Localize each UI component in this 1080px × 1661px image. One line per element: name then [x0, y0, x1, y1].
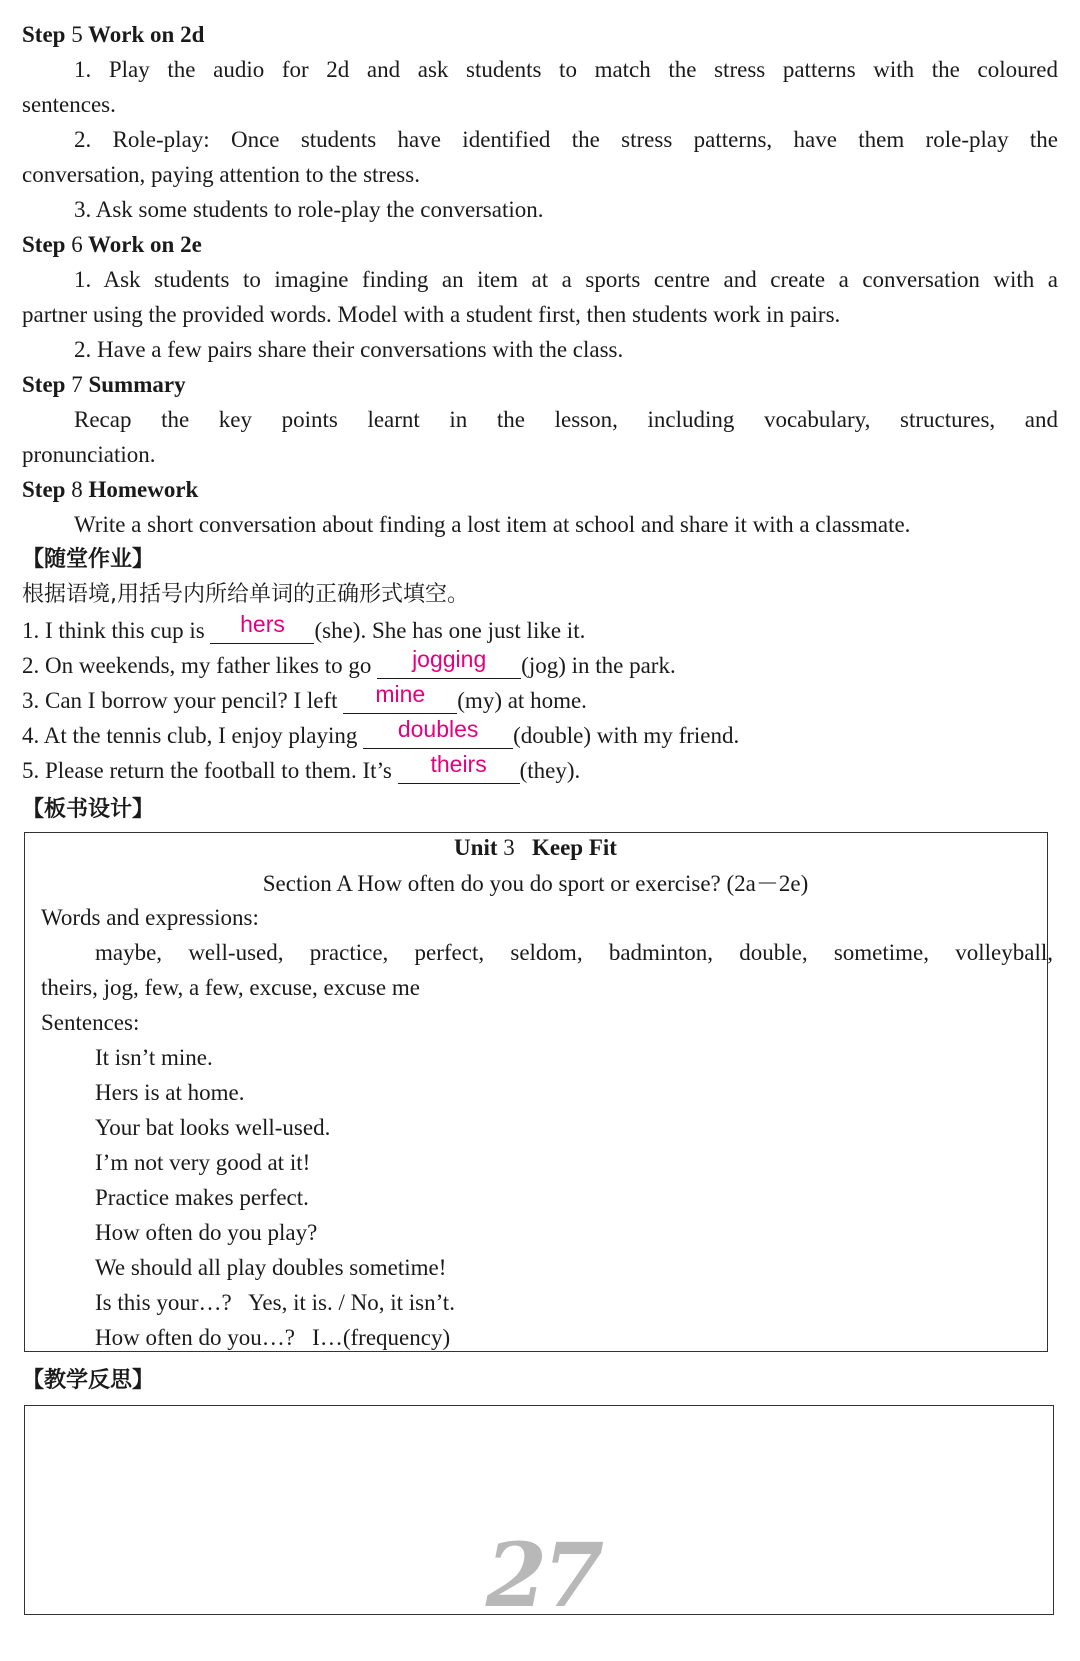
homework-heading: 【随堂作业】	[22, 547, 155, 572]
board-sentence-9: How often do you…? I…(frequency)	[95, 1325, 451, 1350]
step-8-heading: Step 8 Homework	[22, 477, 199, 502]
board-sentence-5: Practice makes perfect.	[95, 1185, 309, 1210]
answer-blank-2	[377, 646, 521, 679]
answer-5: theirs	[430, 751, 487, 777]
step-6-line-2: partner using the provided words. Model with a student first, then students work in pairs.	[22, 302, 841, 327]
board-sentence-6: How often do you play?	[95, 1220, 318, 1245]
board-sentence-8: Is this your…? Yes, it is. / No, it isn’t.	[95, 1290, 455, 1315]
homework-item-4: 4. At the tennis club, I enjoy playing doubles (double) with my friend.	[22, 716, 740, 748]
answer-blank-3	[343, 681, 457, 714]
step-7-line-1: Recap the key points learnt in the lesson, including vocabulary, structures, and	[74, 407, 1058, 432]
homework-item-3: 3. Can I borrow your pencil? I left mine (my) at home.	[22, 681, 587, 713]
board-words-line-2: theirs, jog, few, a few, excuse, excuse me	[41, 975, 420, 1000]
answer-blank-1	[210, 611, 314, 644]
step-6-line-3: 2. Have a few pairs share their conversations with the class.	[74, 337, 624, 362]
answer-4: doubles	[397, 716, 479, 742]
step-7-heading: Step 7 Summary	[22, 372, 186, 397]
step-5-line-3: 2. Role-play: Once students have identified the stress patterns, have them role-play the	[74, 127, 1058, 152]
homework-item-1: 1. I think this cup is hers (she). She has one just like it.	[22, 611, 586, 643]
step-6-heading: Step 6 Work on 2e	[22, 232, 202, 257]
board-heading: 【板书设计】	[22, 797, 155, 822]
step-5-line-4: conversation, paying attention to the stress.	[22, 162, 420, 187]
board-sentence-2: Hers is at home.	[95, 1080, 245, 1105]
step-5-line-1: 1. Play the audio for 2d and ask students to match the stress patterns with the coloured	[74, 57, 1058, 82]
board-sentence-1: It isn’t mine.	[95, 1045, 213, 1070]
board-sentence-3: Your bat looks well-used.	[95, 1115, 331, 1140]
homework-instruction: 根据语境,用括号内所给单词的正确形式填空。	[22, 582, 469, 607]
page-number: 27	[485, 1523, 601, 1627]
step-8-line-1: Write a short conversation about finding a lost item at school and share it with a classmate.	[74, 512, 911, 537]
board-unit-title: Unit 3 Keep Fit	[454, 835, 617, 860]
answer-1: hers	[240, 611, 285, 637]
answer-blank-5	[398, 751, 520, 784]
board-words-label: Words and expressions:	[41, 905, 259, 930]
step-5-line-5: 3. Ask some students to role-play the conversation.	[74, 197, 544, 222]
board-section-title: Section A How often do you do sport or exercise? (2a－2e)	[262, 871, 809, 896]
homework-item-5: 5. Please return the football to them. It’s theirs (they).	[22, 751, 581, 783]
step-5-line-2: sentences.	[22, 92, 116, 117]
step-6-line-1: 1. Ask students to imagine finding an item at a sports centre and create a conversation with a	[74, 267, 1058, 292]
reflection-heading: 【教学反思】	[22, 1368, 155, 1393]
answer-3: mine	[375, 681, 426, 707]
answer-blank-4	[363, 716, 513, 749]
answer-2: jogging	[412, 646, 487, 672]
homework-item-2: 2. On weekends, my father likes to go jogging (jog) in the park.	[22, 646, 676, 678]
board-sentences-label: Sentences:	[41, 1010, 140, 1035]
board-sentence-7: We should all play doubles sometime!	[95, 1255, 447, 1280]
board-design-box	[24, 832, 1053, 1352]
step-7-line-2: pronunciation.	[22, 442, 156, 467]
board-sentence-4: I’m not very good at it!	[95, 1150, 311, 1175]
board-words-line-1: maybe, well-used, practice, perfect, seldom, badminton, double, sometime, volleyball,	[95, 940, 1053, 965]
step-5-heading: Step 5 Work on 2d	[22, 22, 205, 47]
